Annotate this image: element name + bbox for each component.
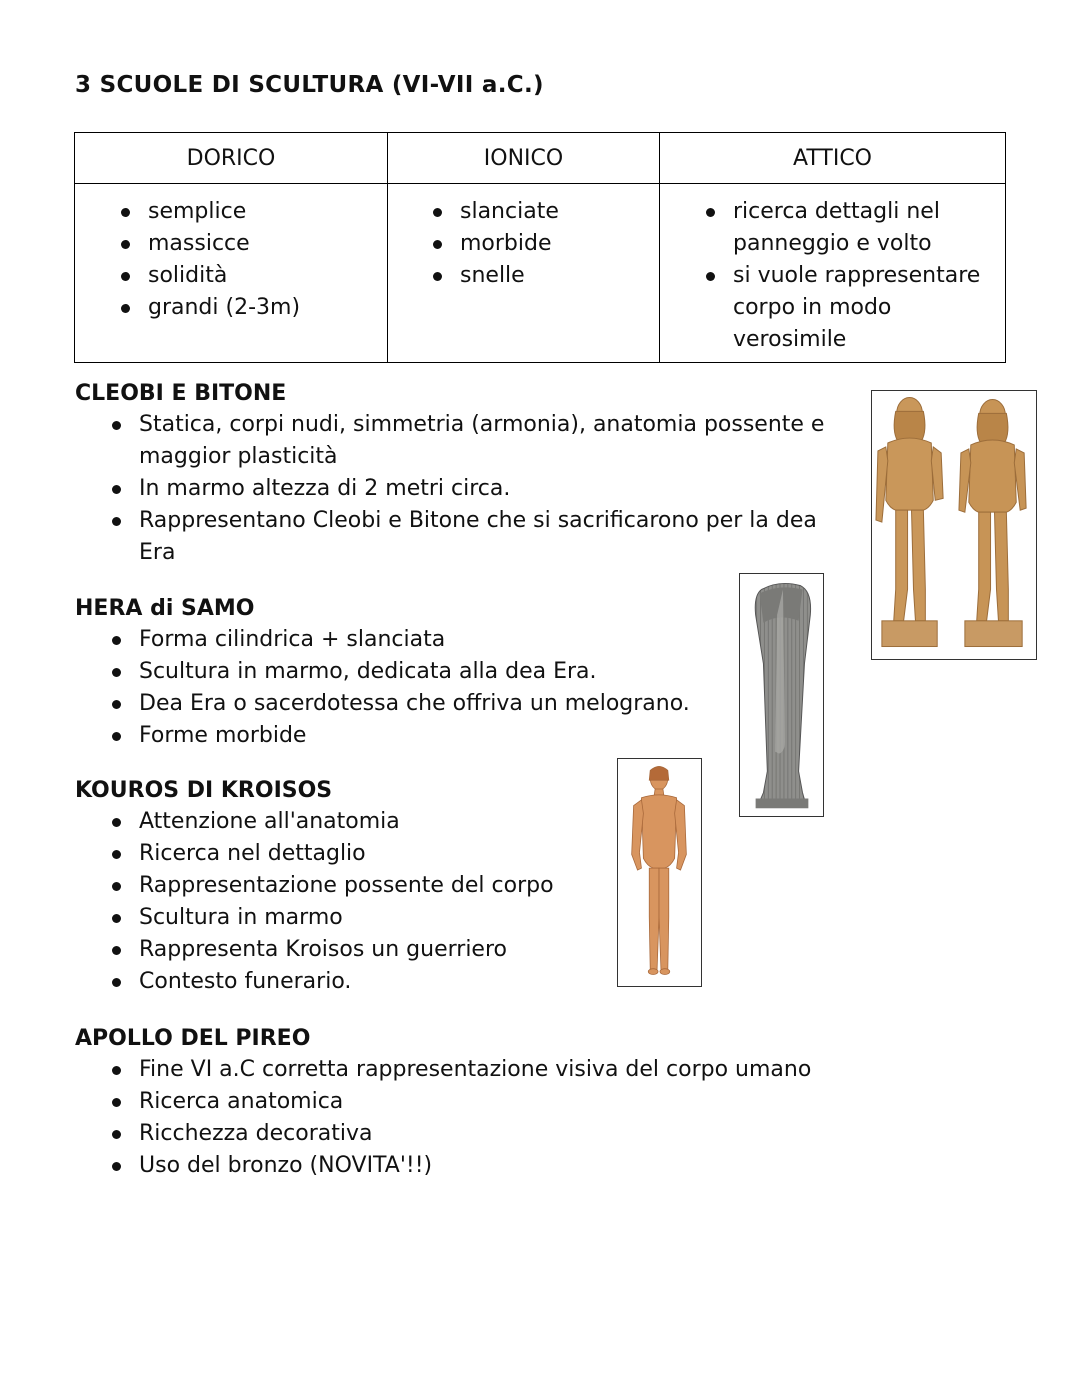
cleobi-bitone-illustration [872, 391, 1036, 659]
page-title: 3 SCUOLE DI SCULTURA (VI-VII a.C.) [75, 72, 544, 98]
cell-dorico [75, 184, 388, 363]
list-item: Ricerca anatomica [139, 1086, 835, 1118]
list-item: morbide [460, 228, 659, 260]
list-item: Statica, corpi nudi, simmetria (armonia), anatomia possente e maggior plasticità [139, 409, 845, 473]
bullet-list [75, 1054, 835, 1182]
section-heading: HERA di SAMO [75, 596, 255, 621]
list-item: ricerca dettagli nel panneggio e volto [733, 196, 999, 260]
kouros-illustration [618, 759, 701, 986]
cleobi-bitone-photo [871, 390, 1037, 660]
list-item: Fine VI a.C corretta rappresentazione visiva del corpo umano [139, 1054, 835, 1086]
list-item: Rappresentano Cleobi e Bitone che si sacrificarono per la dea Era [139, 505, 845, 569]
list-item: grandi (2-3m) [148, 292, 387, 324]
table-header-row [75, 133, 1006, 184]
list-dorico [148, 196, 387, 324]
section-heading: CLEOBI E BITONE [75, 381, 287, 406]
list-item: Ricerca nel dettaglio [139, 838, 595, 870]
header-dorico: DORICO [75, 133, 388, 184]
list-item: semplice [148, 196, 387, 228]
list-ionico [460, 196, 659, 292]
list-attico [733, 196, 999, 356]
list-item: Attenzione all'anatomia [139, 806, 595, 838]
list-item: Contesto funerario. [139, 966, 595, 998]
list-item: Ricchezza decorativa [139, 1118, 835, 1150]
schools-table [74, 132, 1006, 363]
list-item: solidità [148, 260, 387, 292]
list-item: si vuole rappresentare corpo in modo verosimile [733, 260, 999, 356]
cell-attico [660, 184, 1006, 363]
list-item: Dea Era o sacerdotessa che offriva un melograno. [139, 688, 695, 720]
list-item: massicce [148, 228, 387, 260]
hera-di-samo-photo [739, 573, 824, 817]
hera-di-samo-illustration [740, 574, 823, 816]
header-attico: ATTICO [660, 133, 1006, 184]
bullet-list [75, 409, 845, 569]
list-item: Scultura in marmo, dedicata alla dea Era. [139, 656, 695, 688]
list-item: Forma cilindrica + slanciata [139, 624, 695, 656]
kouros-di-kroisos-photo [617, 758, 702, 987]
bullet-list [75, 624, 695, 752]
cell-ionico [388, 184, 660, 363]
section-apollo-del-pireo [75, 1024, 835, 1182]
section-kouros-di-kroisos [75, 776, 595, 998]
list-item: Rappresentazione possente del corpo [139, 870, 595, 902]
list-item: snelle [460, 260, 659, 292]
table-body-row [75, 184, 1006, 363]
section-cleobi-e-bitone [75, 379, 845, 569]
section-heading: KOUROS DI KROISOS [75, 778, 333, 803]
list-item: In marmo altezza di 2 metri circa. [139, 473, 845, 505]
list-item: Uso del bronzo (NOVITA'!!) [139, 1150, 835, 1182]
header-ionico: IONICO [388, 133, 660, 184]
section-hera-di-samo [75, 594, 695, 752]
list-item: Forme morbide [139, 720, 695, 752]
bullet-list [75, 806, 595, 998]
section-heading: APOLLO DEL PIREO [75, 1026, 311, 1051]
list-item: slanciate [460, 196, 659, 228]
list-item: Rappresenta Kroisos un guerriero [139, 934, 595, 966]
list-item: Scultura in marmo [139, 902, 595, 934]
